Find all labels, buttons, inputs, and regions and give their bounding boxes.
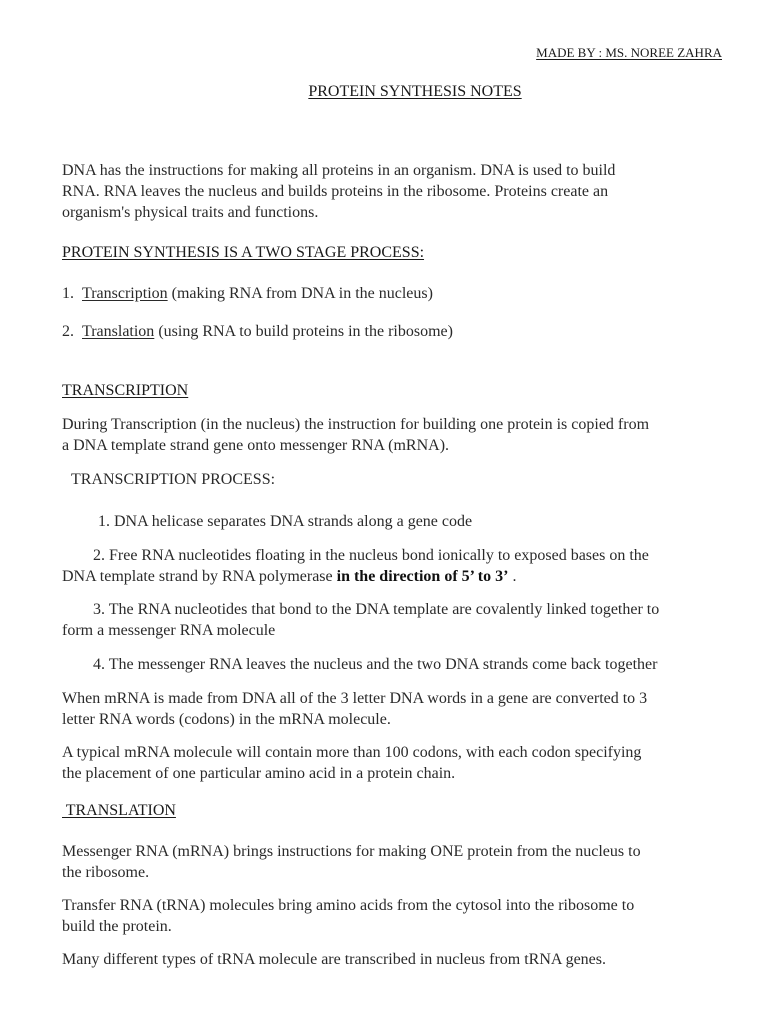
stage-description: (using RNA to build proteins in the ribosome) xyxy=(154,323,453,340)
process-step-2-line-2 xyxy=(62,566,516,587)
stages-heading: PROTEIN SYNTHESIS IS A TWO STAGE PROCESS: xyxy=(62,244,425,261)
direction-emphasis: in the direction of 5’ to 3’ xyxy=(336,568,509,585)
page-title: PROTEIN SYNTHESIS NOTES xyxy=(308,83,522,100)
stage-number: 1. xyxy=(62,285,74,302)
process-step-1: 1. DNA helicase separates DNA strands along a gene code xyxy=(98,513,473,530)
intro-line-1: DNA has the instructions for making all proteins in an organism. DNA is used to build xyxy=(62,162,616,179)
stage-description: (making RNA from DNA in the nucleus) xyxy=(167,285,433,302)
translation-p3: Many different types of tRNA molecule are transcribed in nucleus from tRNA genes. xyxy=(62,951,607,968)
process-step-3-line-2: form a messenger RNA molecule xyxy=(62,622,276,639)
stage-item-transcription xyxy=(62,283,433,304)
translation-p1-line-2: the ribosome. xyxy=(62,864,150,881)
codon-line-1: When mRNA is made from DNA all of the 3 letter DNA words in a gene are converted to 3 xyxy=(62,690,648,707)
codon-line-2: letter RNA words (codons) in the mRNA molecule. xyxy=(62,711,391,728)
transcription-line-2: a DNA template strand gene onto messenger RNA (mRNA). xyxy=(62,437,450,454)
step-2-end: . xyxy=(508,568,517,585)
stage-number: 2. xyxy=(62,323,74,340)
transcription-process-heading: TRANSCRIPTION PROCESS: xyxy=(71,471,276,488)
process-step-2-line-1: 2. Free RNA nucleotides floating in the nucleus bond ionically to exposed bases on the xyxy=(93,547,649,564)
intro-line-2: RNA. RNA leaves the nucleus and builds proteins in the ribosome. Proteins create an xyxy=(62,183,609,200)
stage-term: Translation xyxy=(82,323,155,340)
translation-p2-line-2: build the protein. xyxy=(62,918,172,935)
stage-item-translation xyxy=(62,321,453,342)
transcription-line-1: During Transcription (in the nucleus) the instruction for building one protein is copied from xyxy=(62,416,650,433)
transcription-heading: TRANSCRIPTION xyxy=(62,382,189,399)
translation-heading: TRANSLATION xyxy=(62,802,176,819)
typical-mrna-line-2: the placement of one particular amino acid in a protein chain. xyxy=(62,765,456,782)
intro-line-3: organism's physical traits and functions. xyxy=(62,204,319,221)
stage-term: Transcription xyxy=(82,285,168,302)
translation-p1-line-1: Messenger RNA (mRNA) brings instructions for making ONE protein from the nucleus to xyxy=(62,843,641,860)
typical-mrna-line-1: A typical mRNA molecule will contain more than 100 codons, with each codon specifying xyxy=(62,744,642,761)
author-credit: MADE BY : MS. NOREE ZAHRA xyxy=(536,45,722,60)
process-step-3-line-1: 3. The RNA nucleotides that bond to the DNA template are covalently linked together to xyxy=(93,601,660,618)
translation-p2-line-1: Transfer RNA (tRNA) molecules bring amino acids from the cytosol into the ribosome to xyxy=(62,897,635,914)
process-step-4: 4. The messenger RNA leaves the nucleus and the two DNA strands come back together xyxy=(93,656,658,673)
step-2-text: DNA template strand by RNA polymerase xyxy=(62,568,337,585)
